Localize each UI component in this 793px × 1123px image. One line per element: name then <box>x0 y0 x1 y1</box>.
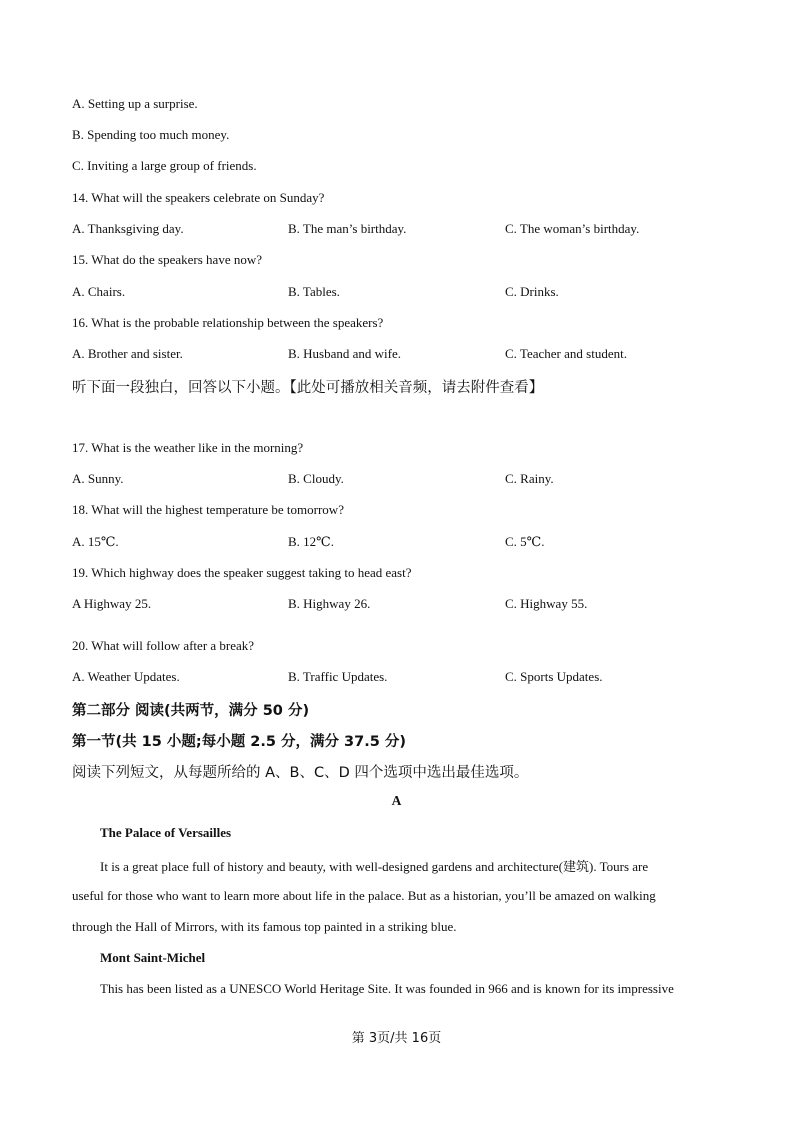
q15-option-c: C. Drinks. <box>505 284 559 299</box>
q16-option-b: B. Husband and wife. <box>288 346 402 361</box>
section2-part-title: 第二部分 阅读(共两节，满分 50 分) <box>72 703 310 719</box>
q20-option-b: B. Traffic Updates. <box>288 669 388 684</box>
q18-option-a: A. 15℃. <box>72 534 119 549</box>
passage-paragraph-1-line-3: through the Hall of Mirrors, with its famous top painted in a striking blue. <box>72 919 457 934</box>
q19-option-c: C. Highway 55. <box>505 596 588 611</box>
passage-heading-versailles: The Palace of Versailles <box>100 825 232 840</box>
q13-option-b: B. Spending too much money. <box>72 127 230 142</box>
q14-option-a: A. Thanksgiving day. <box>72 221 184 236</box>
q16-option-a: A. Brother and sister. <box>72 346 183 361</box>
question-15: 15. What do the speakers have now? <box>72 252 263 267</box>
q13-option-a: A. Setting up a surprise. <box>72 96 198 111</box>
q19-option-a: A Highway 25. <box>72 596 152 611</box>
passage-heading-mont-saint-michel: Mont Saint-Michel <box>100 950 206 965</box>
q20-option-a: A. Weather Updates. <box>72 669 180 684</box>
q14-option-c: C. The woman’s birthday. <box>505 221 640 236</box>
q19-option-b: B. Highway 26. <box>288 596 371 611</box>
section2-instruction: 阅读下列短文，从每题所给的 A、B、C、D 四个选项中选出最佳选项。 <box>72 765 529 781</box>
q20-option-c: C. Sports Updates. <box>505 669 603 684</box>
q18-option-b: B. 12℃. <box>288 534 334 549</box>
passage-paragraph-2-line-1: This has been listed as a UNESCO World Heritage Site. It was founded in 966 and is known for its impressive <box>100 981 674 996</box>
q13-option-c: C. Inviting a large group of friends. <box>72 158 257 173</box>
question-16: 16. What is the probable relationship between the speakers? <box>72 315 384 330</box>
question-19: 19. Which highway does the speaker suggest taking to head east? <box>72 565 412 580</box>
monologue-instruction: 听下面一段独白，回答以下小题。【此处可播放相关音频，请去附件查看】 <box>72 380 544 396</box>
question-18: 18. What will the highest temperature be tomorrow? <box>72 502 344 517</box>
question-14: 14. What will the speakers celebrate on Sunday? <box>72 190 325 205</box>
q18-option-c: C. 5℃. <box>505 534 545 549</box>
q15-option-a: A. Chairs. <box>72 284 126 299</box>
q17-option-c: C. Rainy. <box>505 471 554 486</box>
q16-option-c: C. Teacher and student. <box>505 346 627 361</box>
q15-option-b: B. Tables. <box>288 284 340 299</box>
page-number-footer: 第 3页/共 16页 <box>351 1031 442 1046</box>
question-17: 17. What is the weather like in the morning? <box>72 440 304 455</box>
question-20: 20. What will follow after a break? <box>72 638 255 653</box>
q17-option-b: B. Cloudy. <box>288 471 344 486</box>
section2-subsection-title: 第一节(共 15 小题;每小题 2.5 分，满分 37.5 分) <box>72 734 406 750</box>
passage-label: A <box>391 793 402 808</box>
q14-option-b: B. The man’s birthday. <box>288 221 407 236</box>
q17-option-a: A. Sunny. <box>72 471 124 486</box>
passage-paragraph-1-line-2: useful for those who want to learn more about life in the palace. But as a historian, you’ll be amazed on walking <box>72 888 656 903</box>
passage-paragraph-1-line-1: It is a great place full of history and beauty, with well-designed gardens and architecture(建筑). Tours are <box>100 859 649 874</box>
